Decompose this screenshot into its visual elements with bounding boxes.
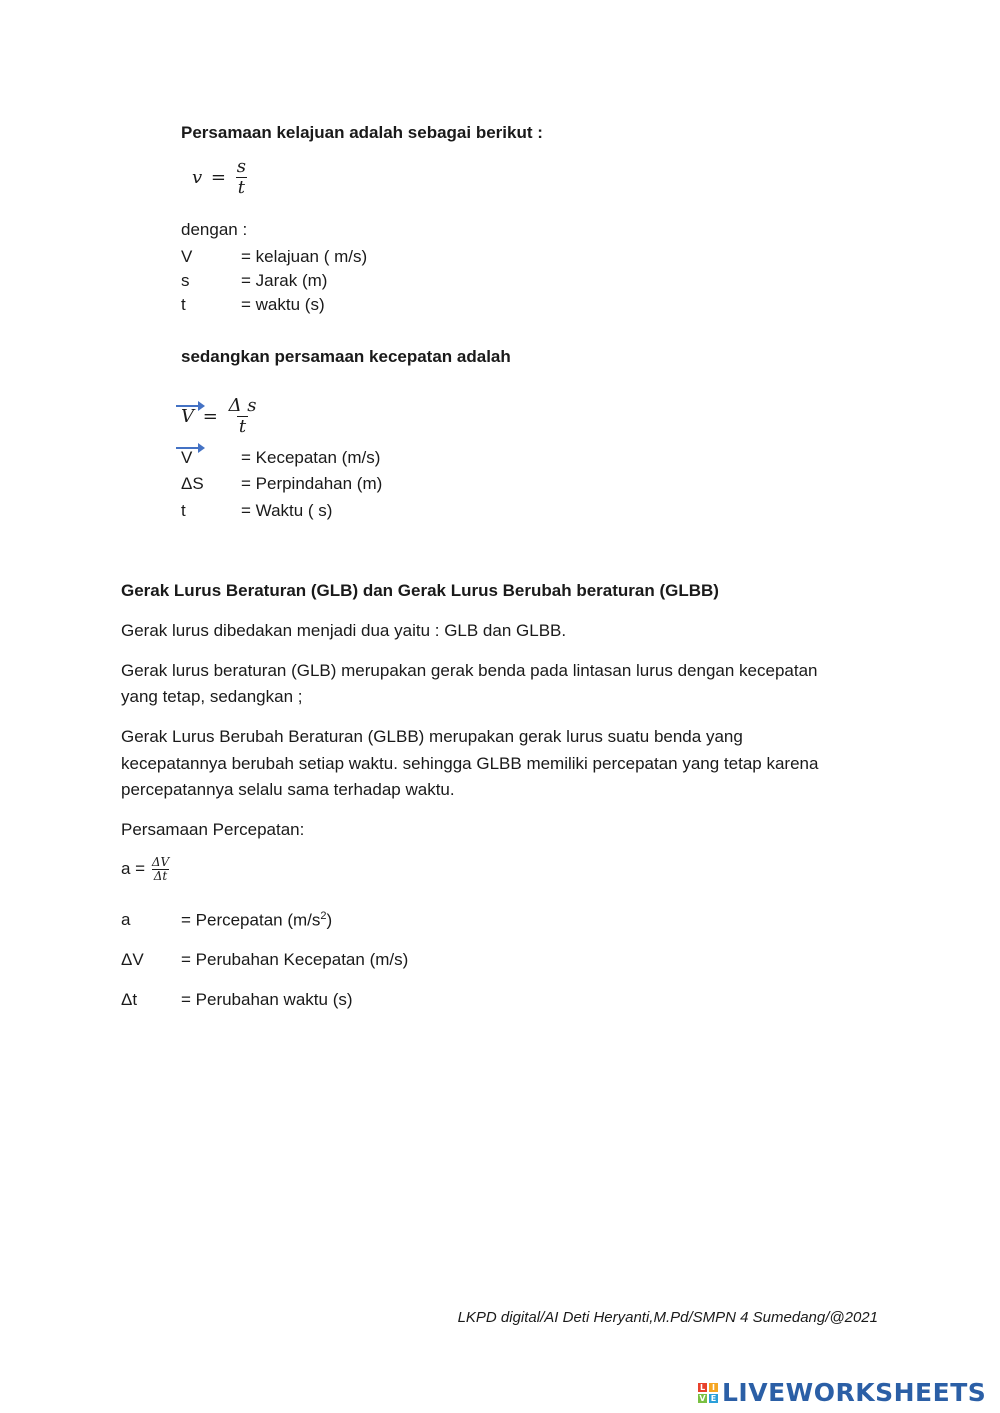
- formula-title: Persamaan Percepatan:: [121, 820, 305, 839]
- footer-credit: LKPD digital/AI Deti Heryanti,M.Pd/SMPN 4 Sumedang/@2021: [457, 1309, 878, 1326]
- speed-formula-fraction: [235, 158, 248, 198]
- section1-intro: dengan :: [181, 220, 248, 239]
- definition-meaning: = Jarak (m): [241, 271, 328, 290]
- velocity-formula-denominator: t: [238, 415, 247, 437]
- definition-symbol: ΔS: [181, 474, 204, 493]
- paragraph: Gerak lurus dibedakan menjadi dua yaitu : GLB dan GLBB.: [121, 621, 567, 640]
- speed-formula-numerator: s: [236, 156, 246, 177]
- definition-symbol: Δt: [121, 990, 138, 1009]
- definition-symbol: s: [181, 271, 190, 290]
- paragraph-line: percepatannya selalu sama terhadap waktu.: [121, 780, 455, 799]
- definition-meaning: = Perubahan Kecepatan (m/s): [181, 950, 409, 969]
- acceleration-formula-lhs: a =: [121, 858, 146, 878]
- acceleration-formula-numerator: ΔV: [151, 855, 170, 869]
- definition-meaning-text: = Percepatan (m/s: [181, 910, 321, 930]
- logo-letter: I: [709, 1383, 718, 1392]
- definition-symbol: ΔV: [121, 950, 144, 969]
- section1-heading: Persamaan kelajuan adalah sebagai berikut :: [181, 123, 543, 142]
- velocity-formula-eq: =: [202, 405, 218, 427]
- logo-letter: V: [699, 1393, 706, 1403]
- speed-formula-lhs: v: [192, 166, 203, 188]
- acceleration-formula: [121, 856, 171, 883]
- acceleration-formula-fraction: [150, 856, 171, 883]
- definition-symbol: V: [181, 247, 193, 266]
- definition-meaning: = waktu (s): [241, 295, 325, 314]
- section3-heading: Gerak Lurus Beraturan (GLB) dan Gerak Lurus Berubah beraturan (GLBB): [121, 581, 719, 600]
- velocity-formula: [181, 397, 259, 437]
- paragraph-line: kecepatannya berubah setiap waktu. sehingga GLBB memiliki percepatan yang tetap karena: [121, 754, 819, 773]
- velocity-formula-lhs: V: [181, 405, 194, 427]
- acceleration-formula-denominator: Δt: [153, 868, 168, 883]
- logo-text: LIVEWORKSHEETS: [722, 1378, 987, 1407]
- section2-heading: sedangkan persamaan kecepatan adalah: [181, 347, 511, 366]
- paragraph-line: Gerak lurus beraturan (GLB) merupakan gerak benda pada lintasan lurus dengan kecepatan: [121, 661, 818, 680]
- paragraph-line: Gerak Lurus Berubah Beraturan (GLBB) merupakan gerak lurus suatu benda yang: [121, 727, 743, 746]
- definition-symbol: t: [181, 501, 186, 520]
- speed-formula-denominator: t: [237, 176, 245, 198]
- definition-meaning: = Perubahan waktu (s): [181, 990, 353, 1009]
- definition-meaning: = kelajuan ( m/s): [241, 247, 368, 266]
- logo-letter: E: [710, 1393, 717, 1403]
- definition-meaning-tail: ): [326, 910, 333, 930]
- speed-formula: [192, 158, 248, 198]
- definition-meaning: [181, 910, 332, 931]
- logo-letter: L: [699, 1382, 706, 1392]
- liveworksheets-logo[interactable]: [698, 1378, 986, 1407]
- velocity-formula-numerator: Δ s: [228, 395, 257, 416]
- speed-formula-eq: =: [210, 166, 226, 188]
- definition-meaning: = Waktu ( s): [241, 501, 333, 520]
- definition-symbol: V: [181, 448, 193, 467]
- definition-symbol: t: [181, 295, 186, 314]
- logo-mark-icon: [698, 1383, 718, 1403]
- definition-symbol: a: [121, 910, 131, 929]
- definition-meaning: = Kecepatan (m/s): [241, 448, 381, 467]
- paragraph-line: yang tetap, sedangkan ;: [121, 687, 303, 706]
- velocity-formula-fraction: [227, 397, 259, 437]
- definition-meaning: = Perpindahan (m): [241, 474, 383, 493]
- definition-superscript: 2: [320, 910, 327, 922]
